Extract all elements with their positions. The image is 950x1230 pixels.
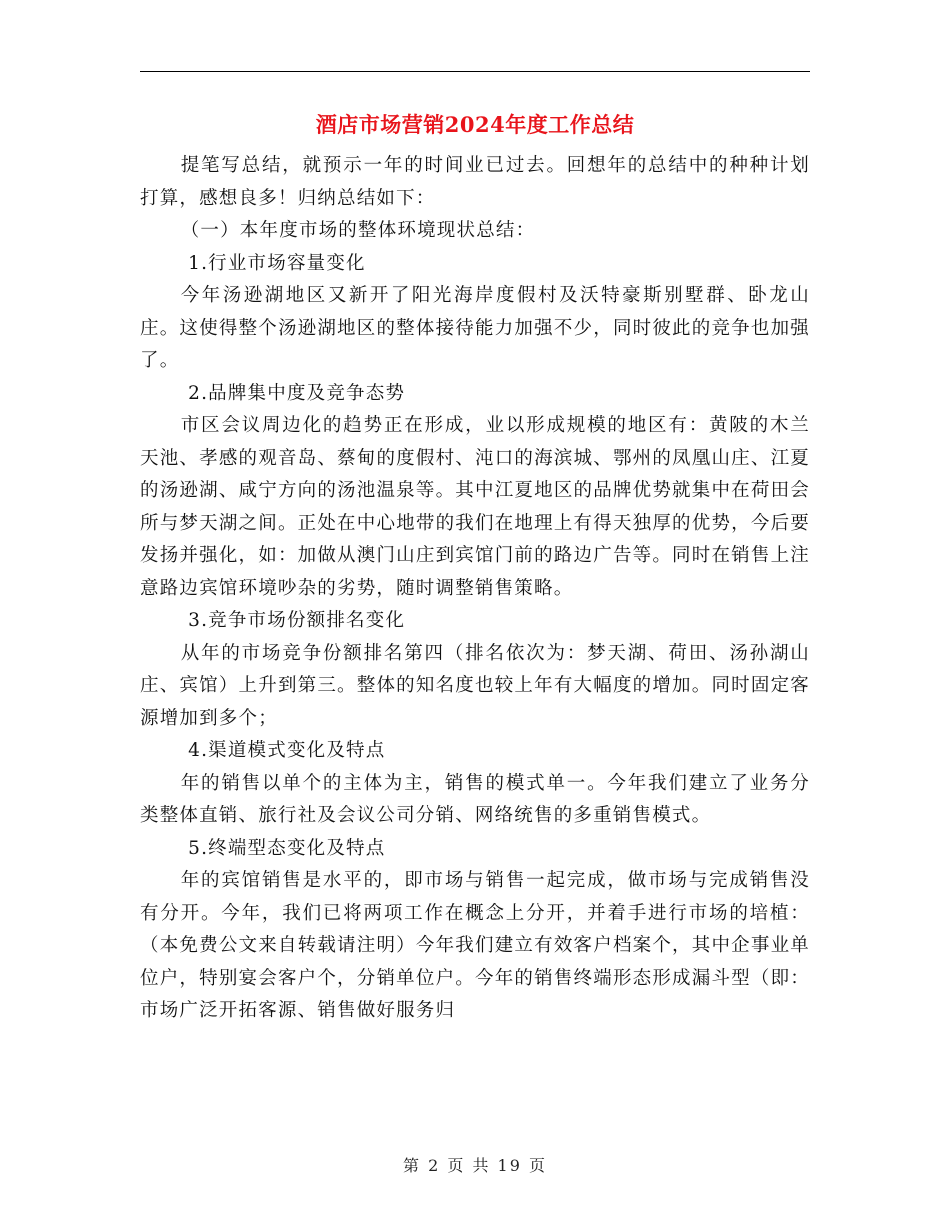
- document-body: [140, 150, 810, 1028]
- body-paragraph: 从年的市场竞争份额排名第四（排名依次为：梦天湖、荷田、汤孙湖山庄、宾馆）上升到第三。整体的知名度也较上年有大幅度的增加。同时固定客源增加到多个；: [140, 642, 810, 729]
- header-rule: [140, 71, 810, 72]
- body-paragraph: 年的宾馆销售是水平的，即市场与销售一起完成，做市场与完成销售没有分开。今年，我们已将两项工作在概念上分开，并着手进行市场的培植：（本免费公文来自转载请注明）今年我们建立有效客户档案个，其中企事业单位户，特别宴会客户个，分销单位户。今年的销售终端形态形成漏斗型（即：市场广泛开拓客源、销售做好服务归: [140, 870, 810, 1021]
- intro-paragraph: 提笔写总结，就预示一年的时间业已过去。回想年的总结中的种种计划打算，感想良多！归纳总结如下：: [140, 155, 810, 209]
- subsection-heading: 3.竞争市场份额排名变化: [188, 610, 406, 631]
- body-paragraph: 今年汤逊湖地区又新开了阳光海岸度假村及沃特豪斯别墅群、卧龙山庄。这使得整个汤逊湖地区的整体接待能力加强不少，同时彼此的竞争也加强了。: [140, 285, 810, 371]
- page-number: 第 2 页 共 19 页: [403, 1156, 547, 1175]
- subsection-heading: 4.渠道模式变化及特点: [188, 740, 386, 761]
- body-paragraph: 年的销售以单个的主体为主，销售的模式单一。今年我们建立了业务分类整体直销、旅行社及会议公司分销、网络统售的多重销售模式。: [140, 772, 810, 826]
- document-title: 酒店市场营销2024年度工作总结: [315, 112, 635, 137]
- section-heading: （一）本年度市场的整体环境现状总结：: [180, 220, 536, 241]
- subsection-heading: 2.品牌集中度及竞争态势: [188, 382, 406, 404]
- subsection-heading: 1.行业市场容量变化: [188, 252, 366, 274]
- body-paragraph: 市区会议周边化的趋势正在形成，业以形成规模的地区有：黄陂的木兰天池、孝感的观音岛、蔡甸的度假村、沌口的海滨城、鄂州的凤凰山庄、江夏的汤逊湖、咸宁方向的汤池温泉等。其中江夏地区的品牌优势就集中在荷田会所与梦天湖之间。正处在中心地带的我们在地理上有得天独厚的优势，今后要发扬并强化，如：加做从澳门山庄到宾馆门前的路边广告等。同时在销售上注意路边宾馆环境吵杂的劣势，随时调整销售策略。: [140, 415, 810, 599]
- subsection-heading: 5.终端型态变化及特点: [188, 837, 386, 859]
